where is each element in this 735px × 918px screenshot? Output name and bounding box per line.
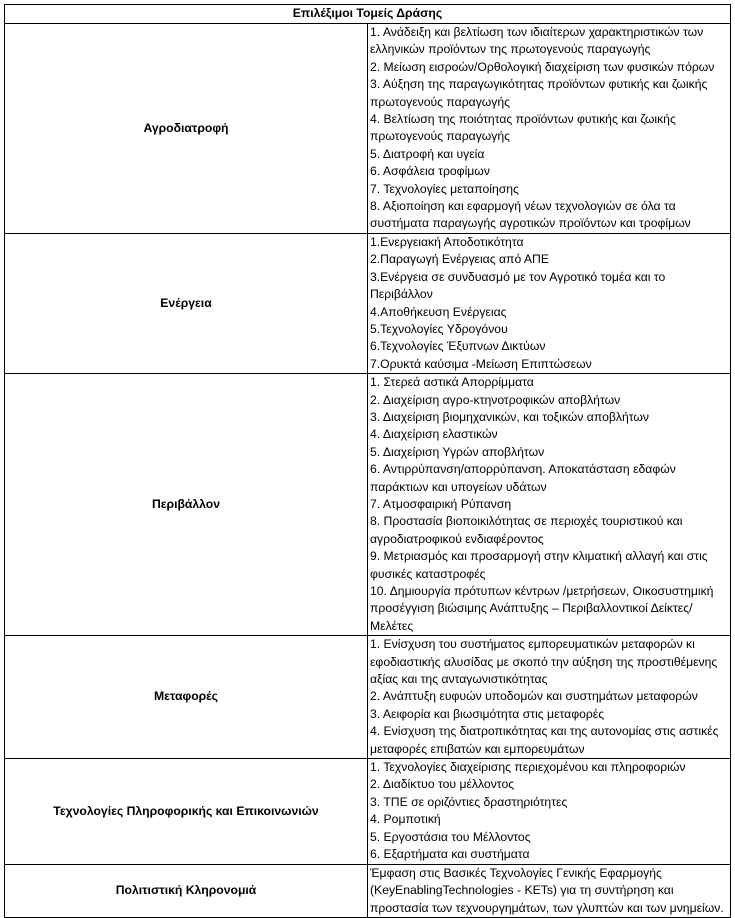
list-item: 2. Ανάπτυξη ευφυών υποδομών και συστημάτων μεταφορών <box>370 689 698 704</box>
list-item: 3.Ενέργεια σε συνδυασμό με τον Αγροτικό τομέα και το Περιβάλλον <box>370 269 666 302</box>
items-cell <box>368 233 731 373</box>
list-item: 1.Ενεργειακή Αποδοτικότητα <box>370 234 524 249</box>
list-item: 8. Αξιοποίηση και εφαρμογή νέων τεχνολογιών σε όλα τα συστήματα παραγωγής αγροτικών προϊόντων και τροφίμων <box>370 199 691 231</box>
items-cell <box>368 636 731 759</box>
list-item: 5. Διατροφή και υγεία <box>370 146 485 161</box>
items-cell <box>368 759 731 865</box>
table-row <box>5 233 731 373</box>
list-item: 3. ΤΠΕ σε οριζόντιες δραστηριότητες <box>370 794 568 809</box>
table-body <box>5 24 731 918</box>
table-row <box>5 865 731 918</box>
list-item: 7.Ορυκτά καύσιμα -Μείωση Επιπτώσεων <box>370 356 592 371</box>
list-item: 4. Ενίσχυση της διατροπικότητας και της αυτονομίας στις αστικές μεταφορές επιβατών και εμπορευμάτων <box>370 724 719 756</box>
list-item: 9. Μετριασμός και προσαρμογή στην κλιματική αλλαγή και στις φυσικές καταστροφές <box>370 549 708 581</box>
list-item: 5. Διαχείριση Υγρών αποβλήτων <box>370 444 545 459</box>
sector-cell: Περιβάλλον <box>5 374 368 636</box>
list-item: 3. Διαχείριση βιομηχανικών, και τοξικών αποβλήτων <box>370 409 649 424</box>
action-areas-table <box>4 4 731 918</box>
table-row <box>5 24 731 234</box>
list-item: 7. Τεχνολογίες μεταποίησης <box>370 181 519 196</box>
list-item: 1. Τεχνολογίες διαχείρισης περιεχομένου και πληροφοριών <box>370 760 686 775</box>
list-item: 3. Αύξηση της παραγωγικότητας προϊόντων φυτικής και ζωικής πρωτογενούς παραγωγής <box>370 77 708 109</box>
sector-cell: Μεταφορές <box>5 636 368 759</box>
table-row <box>5 374 731 636</box>
table-row <box>5 759 731 865</box>
list-item: 6. Εξαρτήματα και συστήματα <box>370 847 530 862</box>
items-cell <box>368 374 731 636</box>
sector-cell: Τεχνολογίες Πληροφορικής και Επικοινωνιών <box>5 759 368 865</box>
list-item: 7. Ατμοσφαιρική Ρύπανση <box>370 496 512 511</box>
list-item: 3. Αειφορία και βιωσιμότητα στις μεταφορές <box>370 706 605 721</box>
table-title: Επιλέξιμοι Τομείς Δράσης <box>5 5 731 24</box>
list-item: Έμφαση στις Βασικές Τεχνολογίες Γενικής Εφαρμογής (KeyEnablingTechnologies - KETs) για τη συντήρηση και προστασία των τεχνουργημάτων, των γλυπτών και των μνημείων. <box>370 866 724 915</box>
list-item: 1. Στερεά αστικά Απορρίμματα <box>370 375 534 390</box>
items-cell <box>368 865 731 918</box>
list-item: 4.Αποθήκευση Ενέργειας <box>370 304 507 319</box>
table-row <box>5 636 731 759</box>
items-cell <box>368 24 731 234</box>
list-item: 1. Ανάδειξη και βελτίωση των ιδιαίτερων χαρακτηριστικών των ελληνικών προϊόντων της πρωτογενούς παραγωγής <box>370 25 704 57</box>
list-item: 5.Τεχνολογίες Υδρογόνου <box>370 321 508 336</box>
sector-cell: Πολιτιστική Κληρονομιά <box>5 865 368 918</box>
list-item: 4. Διαχείριση ελαστικών <box>370 427 498 442</box>
list-item: 2. Διαδίκτυο του μέλλοντος <box>370 777 515 792</box>
sector-cell: Αγροδιατροφή <box>5 24 368 234</box>
list-item: 6. Ασφάλεια τροφίμων <box>370 164 490 179</box>
list-item: 6. Αντιρρύπανση/απορρύπανση. Αποκατάσταση εδαφών παράκτιων και υπογείων υδάτων <box>370 462 676 494</box>
list-item: 4. Ρομποτική <box>370 812 441 827</box>
table-header-row <box>5 5 731 24</box>
list-item: 1. Ενίσχυση του συστήματος εμπορευματικών μεταφορών κι εφοδιαστικής αλυσίδας με σκοπό την αύξηση της προστιθέμενης αξίας και της ανταγωνιστικότητας <box>370 637 718 687</box>
sector-cell: Ενέργεια <box>5 233 368 373</box>
list-item: 6.Τεχνολογίες Έξυπνων Δικτύων <box>370 339 546 354</box>
list-item: 4. Βελτίωση της ποιότητας προϊόντων φυτικής και ζωικής πρωτογενούς παραγωγής <box>370 112 676 144</box>
list-item: 2. Μείωση εισροών/Ορθολογική διαχείριση των φυσικών πόρων <box>370 59 715 74</box>
list-item: 8. Προστασία βιοποικιλότητας σε περιοχές τουριστικού και αγροδιατροφικού ενδιαφέροντος <box>370 514 683 546</box>
list-item: 2.Παραγωγή Ενέργειας από ΑΠΕ <box>370 252 549 267</box>
list-item: 5. Εργοστάσια του Μέλλοντος <box>370 829 531 844</box>
list-item: 10. Δημιουργία πρότυπων κέντρων /μετρήσεων, Οικοσυστημική προσέγγιση βιώσιμης Ανάπτυξης – Περιβαλλοντικοί Δείκτες/Μελέτες <box>370 584 714 633</box>
list-item: 2. Διαχείριση αγρο-κτηνοτροφικών αποβλήτων <box>370 392 621 407</box>
